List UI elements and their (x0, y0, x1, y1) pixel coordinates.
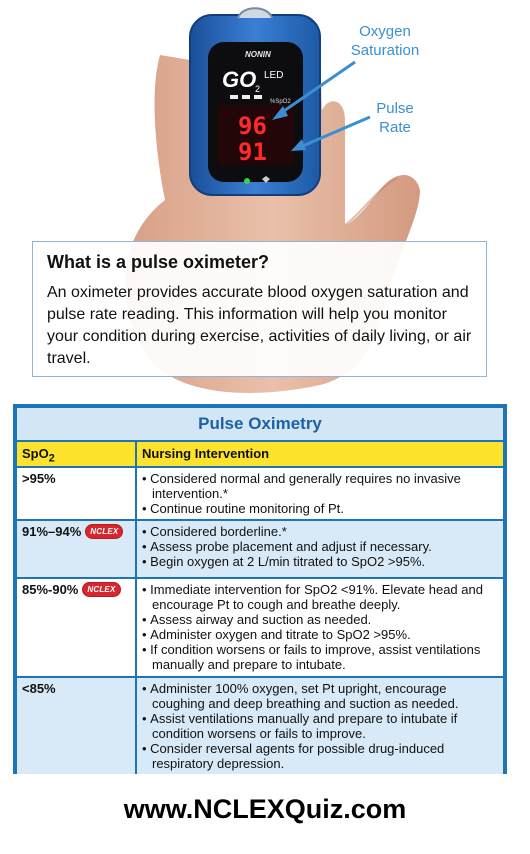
header-nursing-intervention: Nursing Intervention (137, 442, 503, 466)
device-model-subscript: 2 (255, 84, 261, 94)
table-row-level (17, 521, 135, 577)
callout-spo2-line2: Saturation (350, 42, 420, 59)
table-row-level (17, 678, 135, 774)
table-title: Pulse Oximetry (17, 408, 503, 440)
callout-pulse-line2: Rate (379, 119, 411, 136)
table-row-interventions (137, 579, 503, 676)
spo2-range: 85%-90% (22, 582, 79, 597)
table-row-level (17, 468, 135, 519)
intervention-item: • Continue routine monitoring of Pt. (142, 501, 498, 516)
device-brand-label: NONIN (245, 50, 271, 59)
info-box (32, 241, 487, 377)
device-spo2-unit: %SpO2 (270, 99, 291, 105)
header-spo2: SpO$_2$ (17, 442, 135, 466)
callout-pulse-rate (350, 99, 440, 137)
intervention-item: • Consider reversal agents for possible drug-induced respiratory depression. (142, 741, 498, 771)
intervention-item: • If condition worsens or fails to improve, assist ventilations manually and prepare to intubate. (142, 642, 498, 672)
display-pulse-value: 91 (238, 138, 267, 166)
table-row-interventions (137, 678, 503, 774)
intervention-item: • Assess probe placement and adjust if necessary. (142, 539, 498, 554)
intervention-list (142, 582, 498, 672)
spo2-range: >95% (22, 471, 56, 486)
callout-oxygen-saturation (335, 22, 435, 60)
intervention-item: • Considered normal and generally requires no invasive intervention.* (142, 471, 498, 501)
intervention-item: • Administer 100% oxygen, set Pt upright, encourage coughing and deep breathing and suction as needed. (142, 681, 498, 711)
footer-url: www.NCLEXQuiz.com (123, 794, 407, 824)
nclex-badge-icon: NCLEX (85, 524, 123, 539)
pulse-oximetry-table (13, 404, 507, 774)
table-row-interventions (137, 521, 503, 577)
intervention-item: • Assist ventilations manually and prepare to intubate if condition worsens or fails to improve. (142, 711, 498, 741)
callout-spo2-line1: Oxygen (359, 23, 411, 40)
callout-pulse-line1: Pulse (376, 100, 414, 117)
device-led-label: LED (264, 70, 284, 81)
intervention-list (142, 471, 498, 516)
table-grid (17, 442, 503, 774)
intervention-item: • Assess airway and suction as needed. (142, 612, 498, 627)
hero-illustration (0, 0, 530, 400)
intervention-item: • Considered borderline.* (142, 524, 498, 539)
device-model-label: GO (222, 67, 257, 92)
intervention-item: • Begin oxygen at 2 L/min titrated to SpO2 >95%. (142, 554, 498, 569)
display-spo2-value: 96 (238, 112, 267, 140)
info-title: What is a pulse oximeter? (47, 252, 270, 272)
intervention-item: • Administer oxygen and titrate to SpO2 >95%. (142, 627, 498, 642)
spo2-range: <85% (22, 681, 56, 696)
intervention-list (142, 524, 498, 569)
info-text: An oximeter provides accurate blood oxygen saturation and pulse rate reading. This information will help you monitor your condition during exercise, activities of daily living, or air travel. (47, 284, 472, 367)
intervention-item: • Immediate intervention for SpO2 <91%. Elevate head and encourage Pt to cough and breathe deeply. (142, 582, 498, 612)
spo2-range: 91%–94% (22, 524, 82, 539)
intervention-list (142, 681, 498, 771)
table-row-interventions (137, 468, 503, 519)
nclex-badge-icon: NCLEX (82, 582, 120, 597)
table-row-level (17, 579, 135, 676)
